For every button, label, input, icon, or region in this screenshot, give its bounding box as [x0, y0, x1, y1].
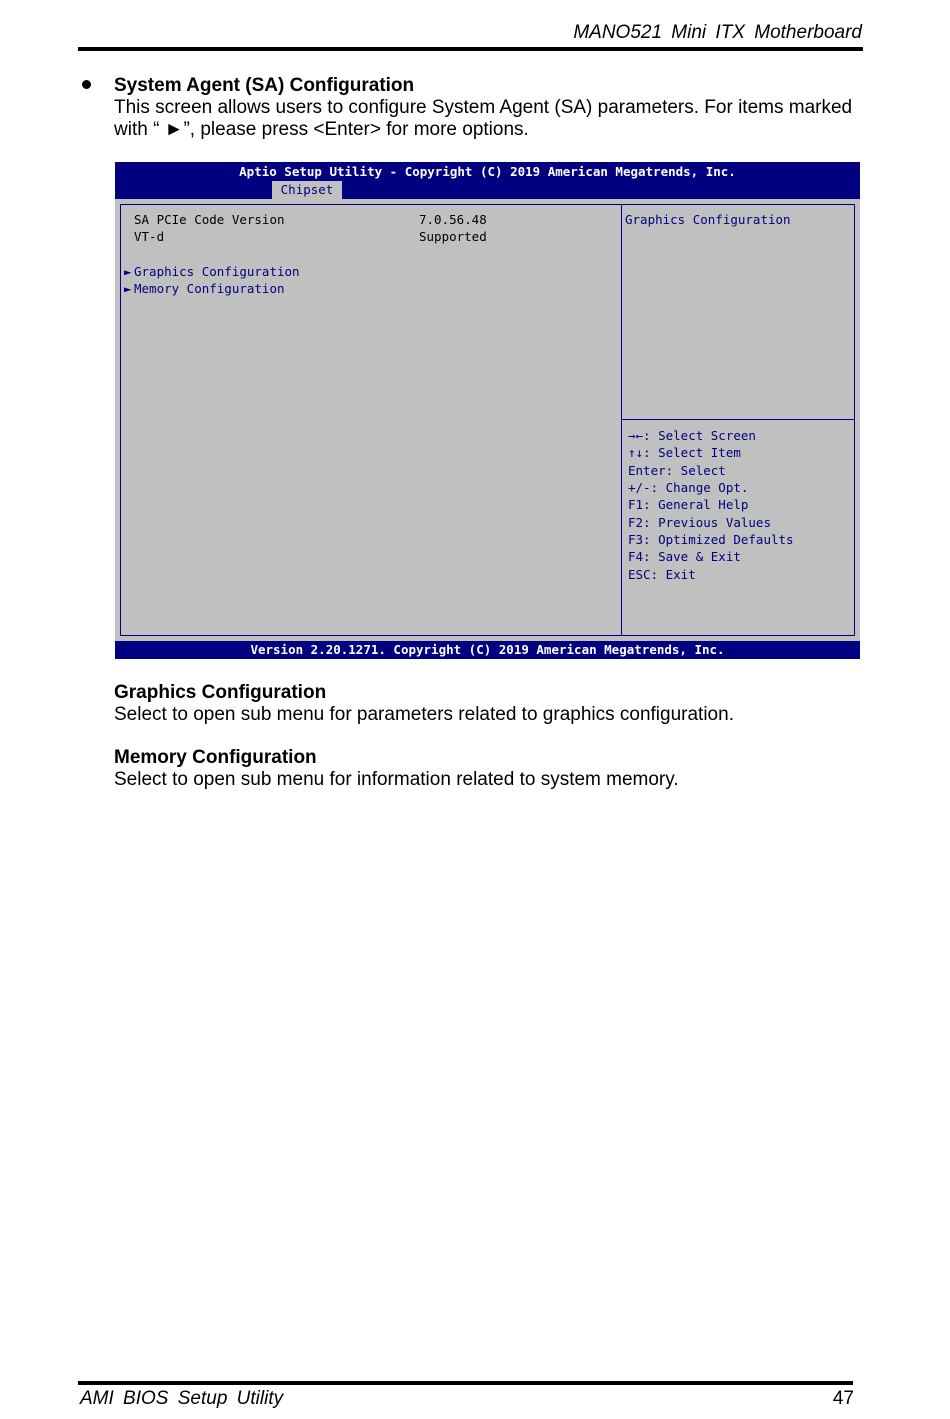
- bios-title: Aptio Setup Utility - Copyright (C) 2019 American Megatrends, Inc.: [239, 164, 736, 179]
- help-title: Graphics Configuration: [625, 212, 791, 227]
- header-rule: [78, 47, 863, 51]
- submenu-label: Graphics Configuration: [134, 264, 300, 279]
- setting-value: Supported: [419, 229, 487, 244]
- page-number: 47: [832, 1388, 854, 1409]
- submenu-arrow-icon: ►: [124, 281, 132, 296]
- section-title: System Agent (SA) Configuration: [114, 75, 415, 96]
- submenu-graphics-configuration[interactable]: [124, 264, 300, 279]
- tab-chipset[interactable]: Chipset: [272, 181, 342, 199]
- bios-divider-horizontal: [622, 419, 855, 420]
- submenu-memory-configuration[interactable]: [124, 281, 285, 296]
- document-header-title: MANO521 Mini ITX Motherboard: [573, 22, 862, 43]
- submenu-arrow-icon: ►: [124, 264, 132, 279]
- item-title: Graphics Configuration: [114, 682, 327, 703]
- setting-value: 7.0.56.48: [419, 212, 487, 227]
- key-help-item: F1: General Help: [628, 497, 749, 512]
- footer-title: AMI BIOS Setup Utility: [80, 1388, 284, 1409]
- item-description: Select to open sub menu for information related to system memory.: [114, 769, 679, 790]
- key-help-item: Enter: Select: [628, 463, 726, 478]
- item-title: Memory Configuration: [114, 747, 317, 768]
- submenu-label: Memory Configuration: [134, 281, 285, 296]
- key-help-item: ESC: Exit: [628, 567, 696, 582]
- bios-screen: [115, 162, 860, 659]
- key-help-item: →←: Select Screen: [628, 428, 756, 443]
- bios-title-bar: [115, 162, 860, 199]
- setting-label: SA PCIe Code Version: [134, 212, 285, 227]
- key-help-item: F4: Save & Exit: [628, 549, 741, 564]
- bios-divider-vertical: [621, 204, 622, 636]
- key-help-item: F3: Optimized Defaults: [628, 532, 794, 547]
- bullet-icon: [82, 80, 91, 89]
- setting-label: VT-d: [134, 229, 165, 244]
- footer-rule: [78, 1381, 853, 1385]
- section-description-line-1: This screen allows users to configure System Agent (SA) parameters. For items marked: [114, 97, 853, 118]
- item-description: Select to open sub menu for parameters related to graphics configuration.: [114, 704, 734, 725]
- bios-version-bar: Version 2.20.1271. Copyright (C) 2019 American Megatrends, Inc.: [115, 641, 860, 659]
- key-help-item: F2: Previous Values: [628, 515, 771, 530]
- key-help-item: +/-: Change Opt.: [628, 480, 749, 495]
- key-help-item: ↑↓: Select Item: [628, 445, 741, 460]
- section-description-line-2: with “ ►”, please press <Enter> for more options.: [114, 119, 529, 140]
